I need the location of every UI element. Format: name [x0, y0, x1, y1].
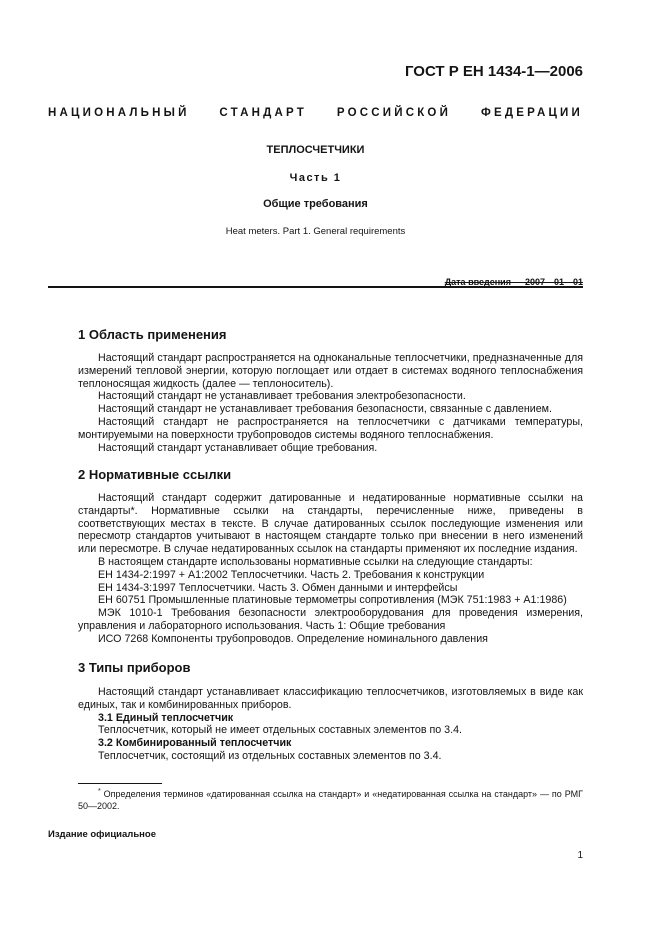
footnote-text: Определения терминов «датированная ссылка на стандарт» и «недатированная ссылка на стандарт» — по РМГ 50—2002.: [78, 789, 583, 811]
english-title: Heat meters. Part 1. General requirements: [225, 226, 406, 237]
section-heading-2: 2 Нормативные ссылки: [78, 467, 232, 482]
reference-item: МЭК 1010-1 Требования безопасности электрооборудования для проведения измерения, управления и лабораторного использования. Часть 1: Общие требования: [78, 607, 583, 632]
section-heading-1: 1 Область применения: [78, 327, 227, 342]
document-subtitle: Общие требования: [263, 198, 368, 210]
paragraph-text: . Нормативные ссылки на стандарты, перечисленные ниже, приведены в соответствующих местах в тексте. В случае датированных ссылок последующие изменения или пересмотр стандартов учитывают в настоящем стандарте только при внесении в него изменений или пересмотре. В случае недатированных ссылок на стандарты применяют их последние издания.: [78, 504, 583, 556]
subsection-heading: 3.2 Комбинированный теплосчетчик: [98, 737, 292, 750]
footnote-mark: *: [98, 788, 101, 795]
paragraph: Настоящий стандарт не устанавливает требования безопасности, связанные с давлением.: [98, 403, 553, 416]
introduction-date: Дата введения — 2007—01—01: [444, 277, 583, 287]
reference-item: ЕН 60751 Промышленные платиновые термометры сопротивления (МЭК 751:1983 + А1:1986): [98, 594, 567, 607]
paragraph: Настоящий стандарт устанавливает классификацию теплосчетчиков, изготовляемых в виде как единых, так и комбинированных приборов.: [78, 686, 583, 711]
paragraph: В настоящем стандарте использованы нормативные ссылки на следующие стандарты:: [98, 555, 533, 568]
footnote-divider: [78, 783, 162, 784]
section-1-body: [78, 352, 583, 454]
paragraph: Теплосчетчик, который не имеет отдельных составных элементов по 3.4.: [98, 724, 463, 737]
document-part: Часть 1: [289, 172, 342, 184]
national-standard-banner: НАЦИОНАЛЬНЫЙ СТАНДАРТ РОССИЙСКОЙ ФЕДЕРАЦИИ: [48, 107, 583, 119]
paragraph-text: Настоящий стандарт содержит датированные и недатированные нормативные ссылки на стандарты: [78, 492, 583, 517]
header-divider: [48, 286, 583, 288]
footnote-mark: *: [130, 504, 135, 517]
edition-label: Издание официальное: [48, 829, 156, 840]
section-2-body: [78, 492, 583, 646]
document-title: ТЕПЛОСЧЕТЧИКИ: [266, 144, 365, 156]
paragraph: Теплосчетчик, состоящий из отдельных составных элементов по 3.4.: [98, 749, 442, 762]
reference-item: ЕН 1434-3:1997 Теплосчетчики. Часть 3. Обмен данными и интерфейсы: [98, 581, 458, 594]
paragraph: [78, 492, 583, 556]
section-heading-3: 3 Типы приборов: [78, 660, 191, 675]
document-code: ГОСТ Р ЕН 1434-1—2006: [404, 63, 583, 80]
paragraph: Настоящий стандарт не устанавливает требования электробезопасности.: [98, 390, 466, 403]
subsection-heading: 3.1 Единый теплосчетчик: [98, 711, 234, 724]
page-number: 1: [577, 850, 583, 861]
paragraph: Настоящий стандарт не распространяется на теплосчетчики с датчиками температуры, монтируемыми на поверхности трубопроводов системы водяного теплоснабжения.: [78, 415, 583, 441]
paragraph: Настоящий стандарт распространяется на одноканальные теплосчетчики, предназначенные для измерений тепловой энергии, которую поглощает или отдает в системах водяного теплоснабжения теплоносящая жидкость (далее — теплоноситель).: [78, 352, 583, 390]
section-3-body: [78, 686, 583, 763]
reference-item: ЕН 1434-2:1997 + А1:2002 Теплосчетчики. Часть 2. Требования к конструкции: [98, 568, 485, 581]
footnote: [78, 788, 583, 812]
paragraph: Настоящий стандарт устанавливает общие требования.: [98, 441, 378, 454]
reference-item: ИСО 7268 Компоненты трубопроводов. Определение номинального давления: [98, 632, 488, 645]
